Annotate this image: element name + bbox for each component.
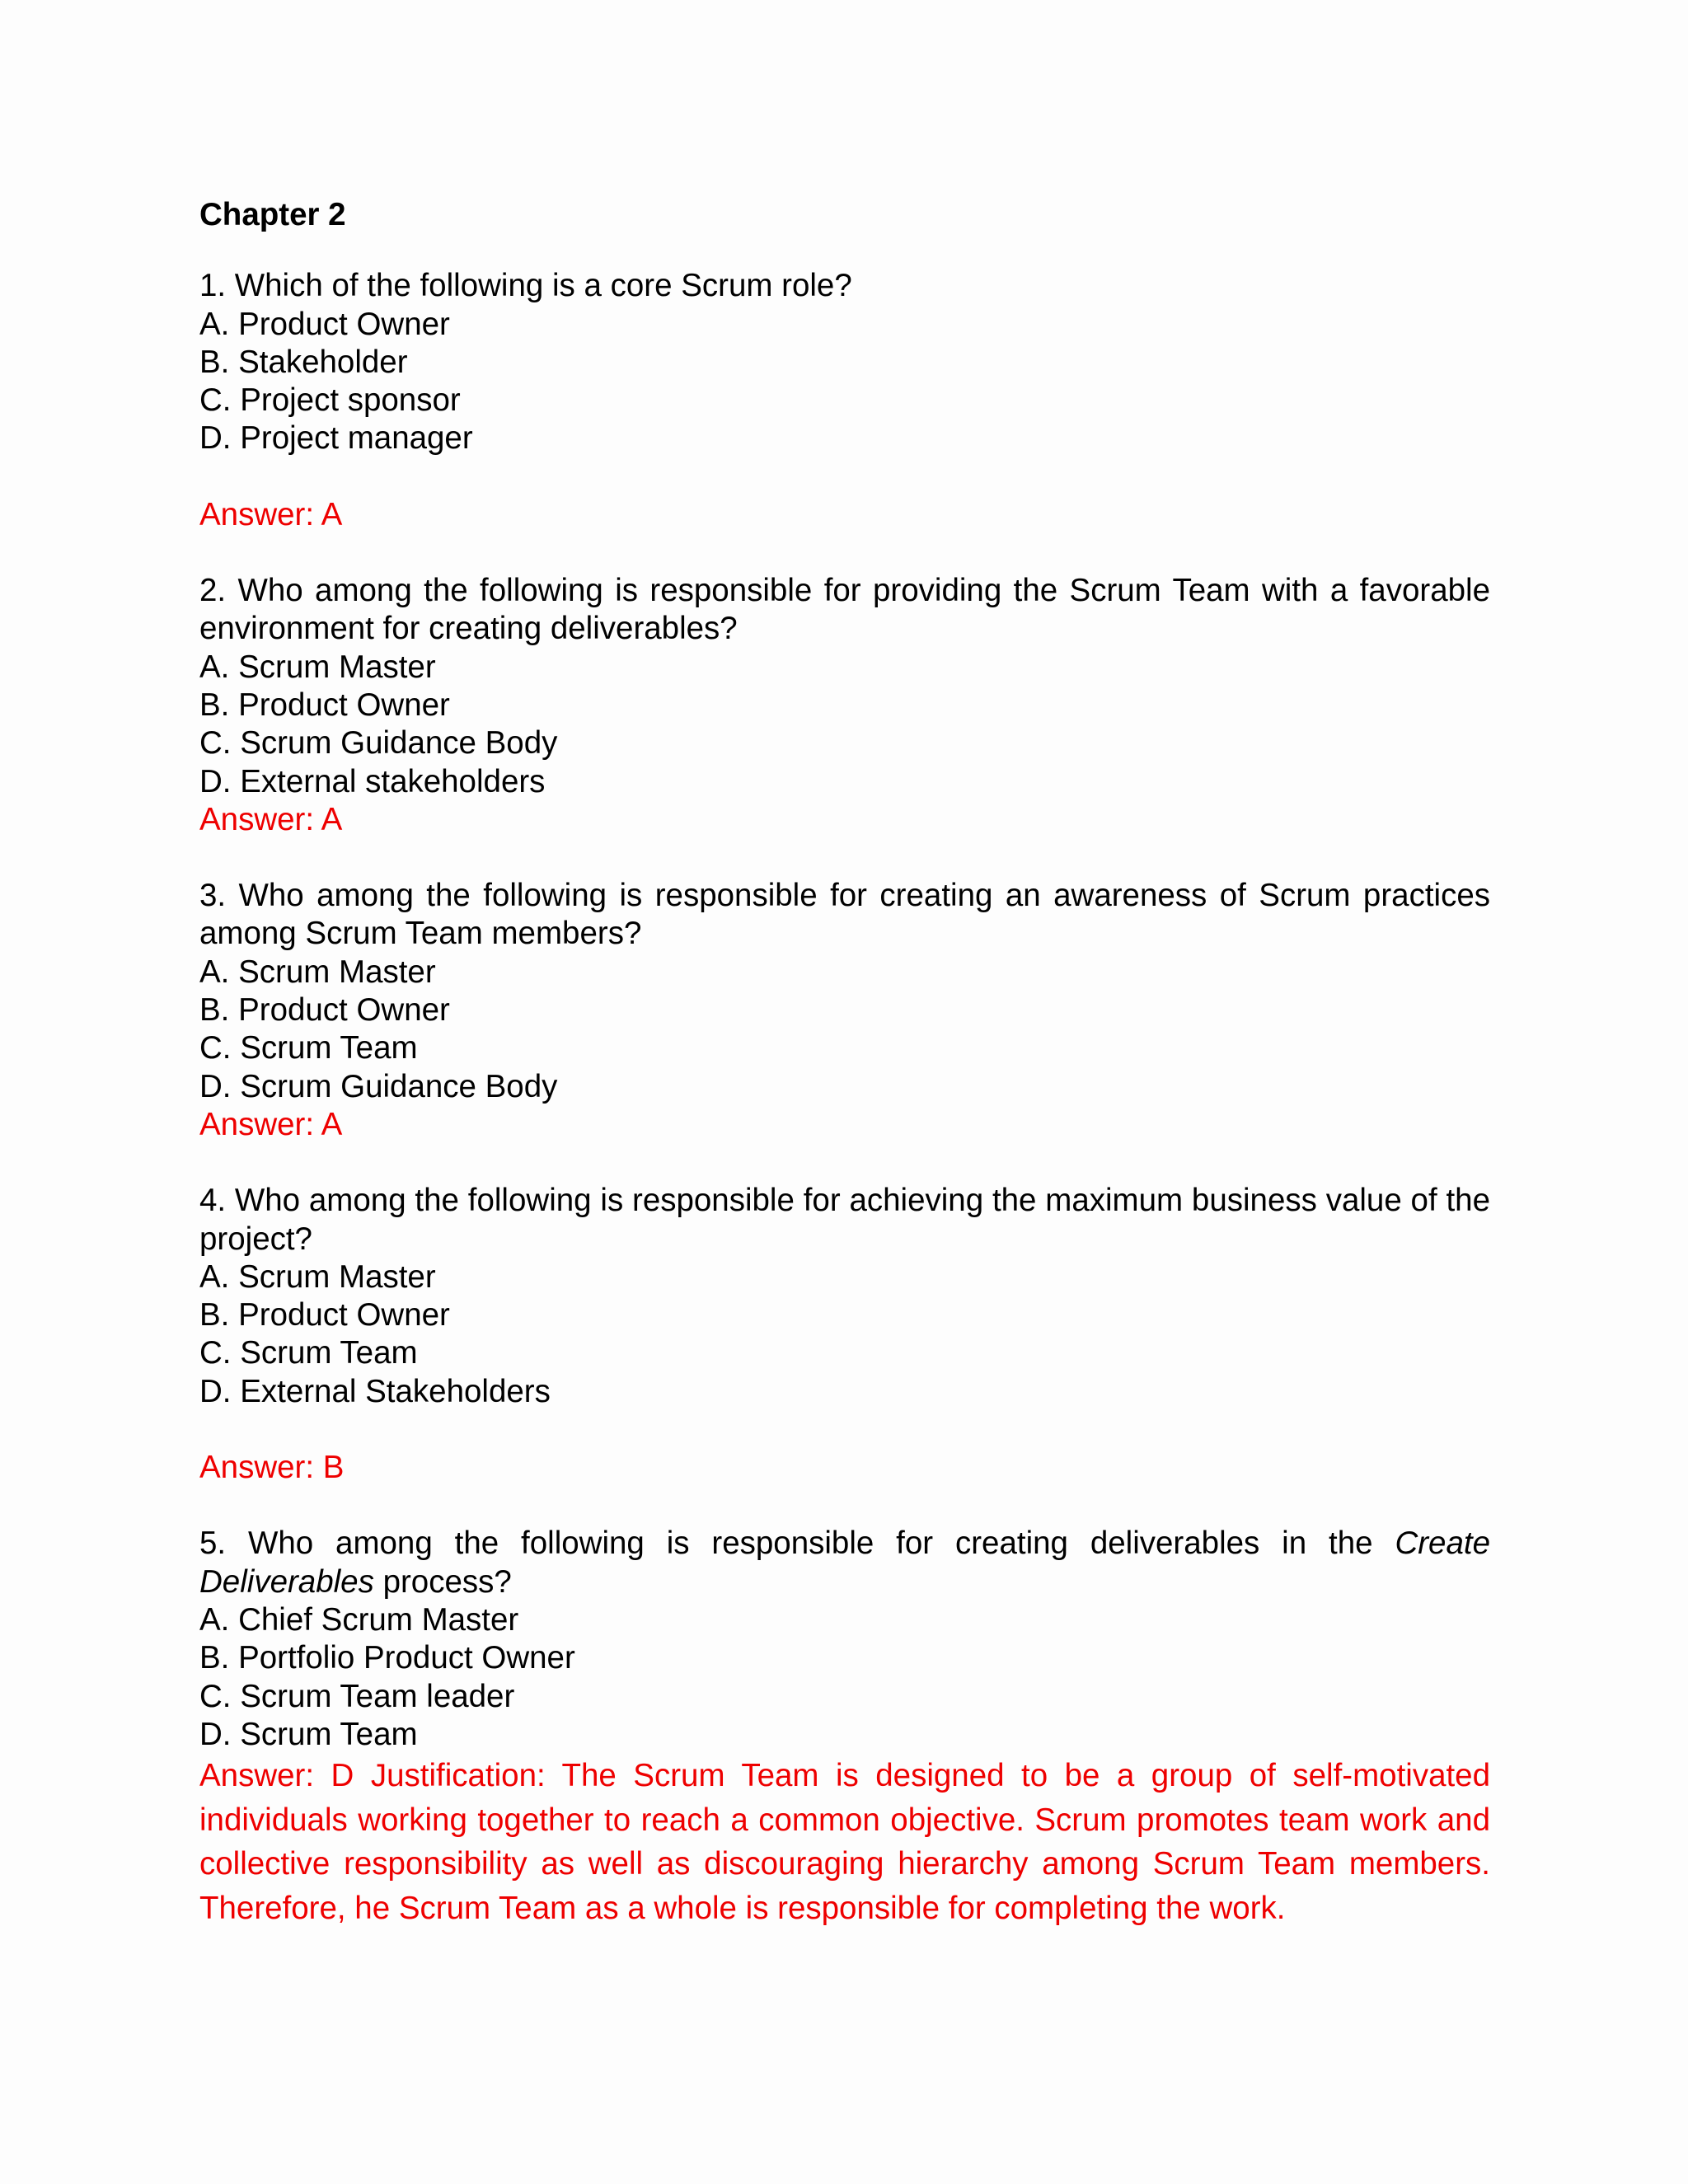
option-a: A. Scrum Master (199, 1258, 436, 1295)
chapter-title: Chapter 2 (199, 197, 346, 232)
question-5 (199, 1525, 1490, 1930)
question-1 (199, 267, 1490, 534)
question-stem: 1. Which of the following is a core Scrum role? (199, 268, 852, 304)
answer: Answer: B (199, 1450, 345, 1486)
question-stem: 3. Who among the following is responsible for creating an awareness of Scrum practices among Scrum Team members? (199, 878, 1490, 952)
option-b: B. Product Owner (199, 687, 450, 723)
option-d: D. External Stakeholders (199, 1373, 551, 1409)
option-d: D. Project manager (199, 420, 473, 457)
option-d: D. External stakeholders (199, 763, 546, 799)
option-b: B. Portfolio Product Owner (199, 1640, 575, 1676)
question-2 (199, 572, 1490, 839)
stem-suffix: process? (382, 1563, 512, 1600)
answer-justification: Answer: D Justification: The Scrum Team is designed to be a group of self-motivated individuals working together to reach a common objective. Scrum promotes team work and collective responsibility as well as discouraging hierarchy among Scrum Team members. Therefore, he Scrum Team as a whole is responsible for completing the work. (199, 1758, 1490, 1926)
option-c: C. Scrum Team leader (199, 1678, 515, 1714)
option-c: C. Project sponsor (199, 382, 461, 419)
option-b: B. Product Owner (199, 1297, 450, 1333)
option-d: D. Scrum Guidance Body (199, 1068, 558, 1104)
answer: Answer: A (199, 496, 343, 532)
question-3 (199, 877, 1490, 1144)
option-a: A. Chief Scrum Master (199, 1601, 519, 1638)
answer: Answer: A (199, 801, 343, 837)
option-a: A. Scrum Master (199, 954, 436, 990)
option-c: C. Scrum Team (199, 1335, 418, 1371)
option-b: B. Product Owner (199, 992, 450, 1029)
document-content (199, 196, 1490, 1930)
option-a: A. Product Owner (199, 306, 450, 342)
option-c: C. Scrum Team (199, 1030, 418, 1066)
question-stem: 4. Who among the following is responsible for achieving the maximum business value of the project? (199, 1183, 1490, 1257)
option-a: A. Scrum Master (199, 649, 436, 685)
option-c: C. Scrum Guidance Body (199, 725, 558, 762)
question-stem: 2. Who among the following is responsible for providing the Scrum Team with a favorable environment for creating deliverables? (199, 573, 1490, 647)
answer: Answer: A (199, 1106, 343, 1142)
question-stem (199, 1525, 1490, 1601)
stem-prefix: 5. Who among the following is responsible for creating deliverables in the (199, 1526, 1373, 1562)
process-name: Create Deliverables (199, 1526, 1490, 1600)
question-4 (199, 1182, 1490, 1487)
option-b: B. Stakeholder (199, 344, 408, 380)
option-d: D. Scrum Team (199, 1716, 418, 1752)
